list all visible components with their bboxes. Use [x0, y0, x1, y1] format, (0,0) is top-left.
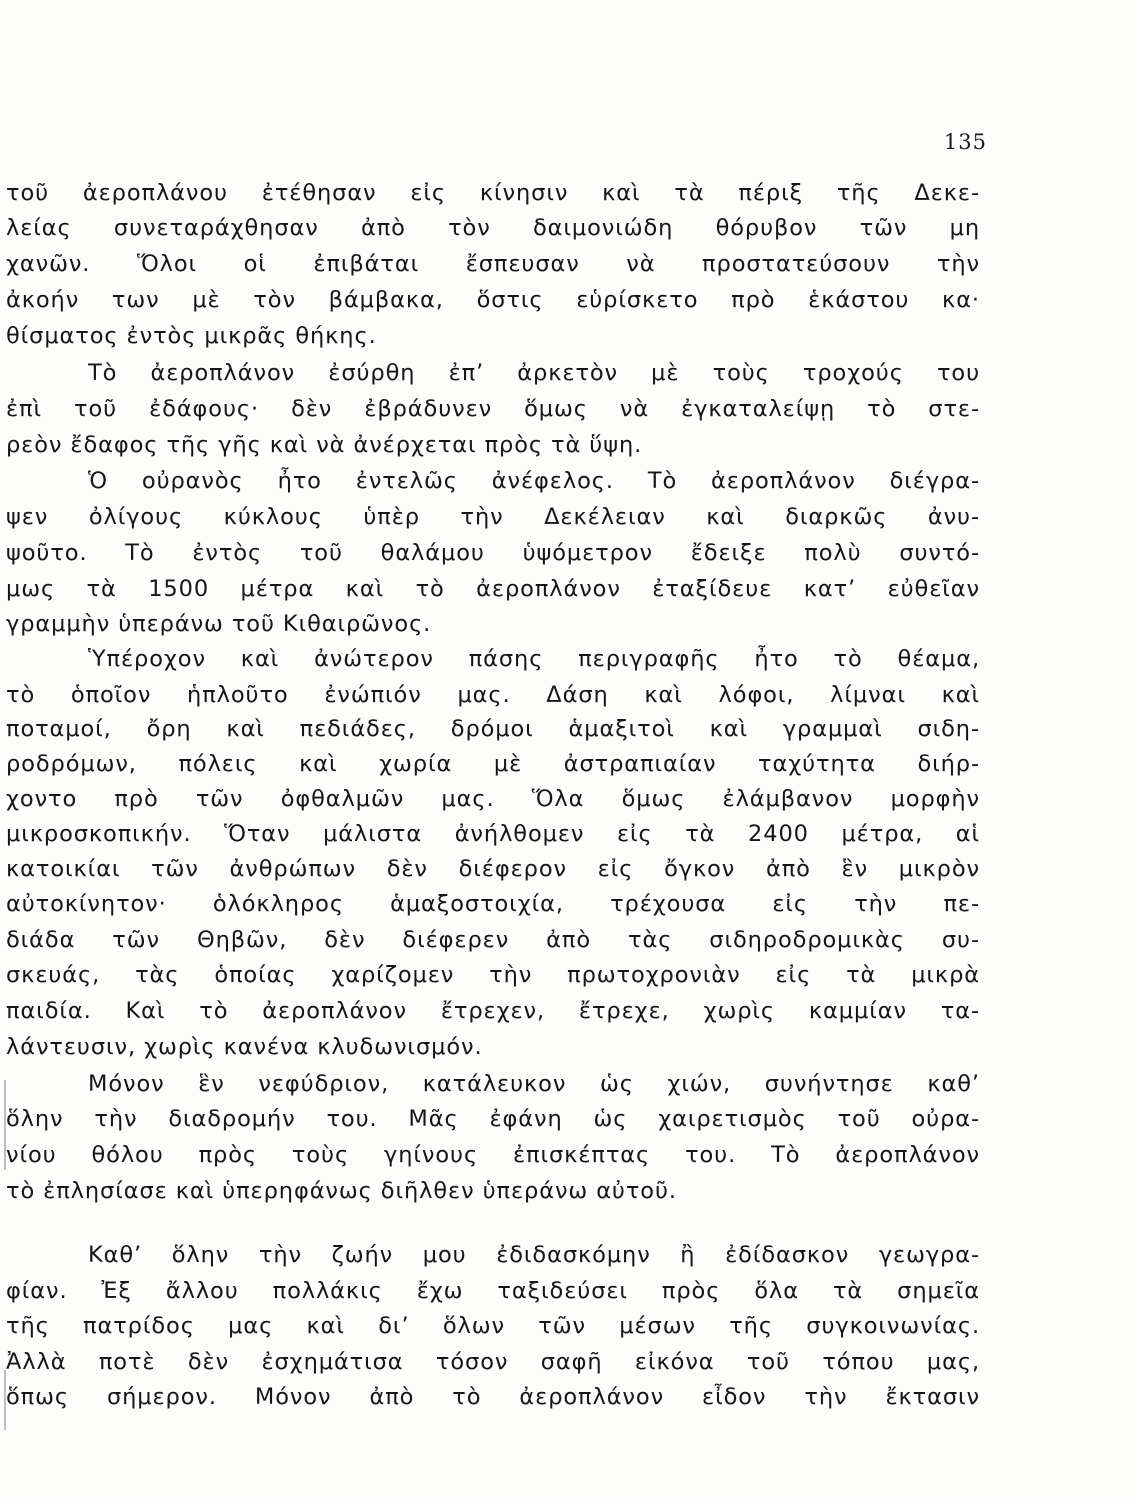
- text-line: μως τὰ 1500 μέτρα καὶ τὸ ἀεροπλάνον ἐταξίδευε κατ’ εὐθεῖαν: [6, 576, 980, 602]
- text-line: λάντευσιν, χωρὶς κανένα κλυδωνισμόν.: [6, 1034, 483, 1060]
- text-line: Ὁ οὐρανὸς ἦτο ἐντελῶς ἀνέφελος. Τὸ ἀεροπλάνον διέγρα-: [88, 468, 980, 494]
- text-line: ἀκοήν των μὲ τὸν βάμβακα, ὅστις εὑρίσκετο πρὸ ἑκάστου κα·: [6, 287, 980, 313]
- text-line: ροδρόμων, πόλεις καὶ χωρία μὲ ἀστραπιαίαν ταχύτητα διήρ-: [6, 751, 980, 777]
- page-number: 135: [943, 130, 987, 154]
- text-line: ὅλην τὴν διαδρομήν του. Μᾶς ἐφάνη ὡς χαιρετισμὸς τοῦ οὐρα-: [6, 1106, 980, 1132]
- text-line: θίσματος ἐντὸς μικρᾶς θήκης.: [6, 323, 377, 349]
- text-line: μικροσκοπικήν. Ὅταν μάλιστα ἀνήλθομεν εἰς τὰ 2400 μέτρα, αἱ: [6, 821, 980, 847]
- text-line: ψοῦτο. Τὸ ἐντὸς τοῦ θαλάμου ὑψόμετρον ἔδειξε πολὺ συντό-: [6, 540, 980, 566]
- text-line: γραμμὴν ὑπεράνω τοῦ Κιθαιρῶνος.: [6, 611, 432, 637]
- text-line: τὸ ἐπλησίασε καὶ ὑπερηφάνως διῆλθεν ὑπεράνω αὐτοῦ.: [6, 1178, 677, 1204]
- text-line: σκευάς, τὰς ὁποίας χαρίζομεν τὴν πρωτοχρονιὰν εἰς τὰ μικρὰ: [6, 962, 980, 988]
- text-line: τῆς πατρίδος μας καὶ δι’ ὅλων τῶν μέσων τῆς συγκοινωνίας.: [6, 1313, 980, 1339]
- text-line: λείας συνεταράχθησαν ἀπὸ τὸν δαιμονιώδη θόρυβον τῶν μη: [6, 215, 980, 241]
- text-line: Μόνον ἓν νεφύδριον, κατάλευκον ὡς χιών, συνήντησε καθ’: [88, 1071, 980, 1097]
- text-line: αὐτοκίνητον· ὁλόκληρος ἁμαξοστοιχία, τρέχουσα εἰς τὴν πε-: [6, 891, 980, 917]
- text-line: φίαν. Ἐξ ἄλλου πολλάκις ἔχω ταξιδεύσει πρὸς ὅλα τὰ σημεῖα: [6, 1278, 980, 1304]
- text-line: ἐπὶ τοῦ ἐδάφους· δὲν ἐβράδυνεν ὅμως νὰ ἐγκαταλείψῃ τὸ στε-: [6, 396, 980, 422]
- text-line: ψεν ὀλίγους κύκλους ὑπὲρ τὴν Δεκέλειαν καὶ διαρκῶς ἀνυ-: [6, 504, 980, 530]
- text-line: ὅπως σήμερον. Μόνον ἀπὸ τὸ ἀεροπλάνον εἶδον τὴν ἔκτασιν: [6, 1384, 980, 1410]
- text-line: νίου θόλου πρὸς τοὺς γηίνους ἐπισκέπτας του. Τὸ ἀεροπλάνον: [6, 1142, 980, 1168]
- text-line: Τὸ ἀεροπλάνον ἐσύρθη ἐπ’ ἀρκετὸν μὲ τοὺς τροχούς του: [88, 360, 980, 386]
- text-line: κατοικίαι τῶν ἀνθρώπων δὲν διέφερον εἰς ὄγκον ἀπὸ ἓν μικρὸν: [6, 856, 980, 882]
- text-line: χοντο πρὸ τῶν ὀφθαλμῶν μας. Ὅλα ὅμως ἐλάμβανον μορφὴν: [6, 786, 980, 812]
- text-line: παιδία. Καὶ τὸ ἀεροπλάνον ἔτρεχεν, ἔτρεχε, χωρὶς καμμίαν τα-: [6, 998, 980, 1024]
- text-line: ποταμοί, ὄρη καὶ πεδιάδες, δρόμοι ἁμαξιτοὶ καὶ γραμμαὶ σιδη-: [6, 716, 980, 742]
- text-line: διάδα τῶν Θηβῶν, δὲν διέφερεν ἀπὸ τὰς σιδηροδρομικὰς συ-: [6, 927, 980, 953]
- text-line: Ἀλλὰ ποτὲ δὲν ἐσχημάτισα τόσον σαφῆ εἰκόνα τοῦ τόπου μας,: [6, 1349, 980, 1375]
- text-line: ρεὸν ἔδαφος τῆς γῆς καὶ νὰ ἀνέρχεται πρὸς τὰ ὕψη.: [6, 432, 643, 458]
- text-line: χανῶν. Ὅλοι οἱ ἐπιβάται ἔσπευσαν νὰ προστατεύσουν τὴν: [6, 251, 980, 277]
- text-line: τὸ ὁποῖον ἡπλοῦτο ἐνώπιόν μας. Δάση καὶ λόφοι, λίμναι καὶ: [6, 682, 980, 708]
- text-line: Ὑπέροχον καὶ ἀνώτερον πάσης περιγραφῆς ἦτο τὸ θέαμα,: [88, 646, 980, 672]
- text-line: Καθ’ ὅλην τὴν ζωήν μου ἐδιδασκόμην ἢ ἐδίδασκον γεωγρα-: [88, 1242, 980, 1268]
- text-line: τοῦ ἀεροπλάνου ἐτέθησαν εἰς κίνησιν καὶ τὰ πέριξ τῆς Δεκε-: [6, 180, 980, 206]
